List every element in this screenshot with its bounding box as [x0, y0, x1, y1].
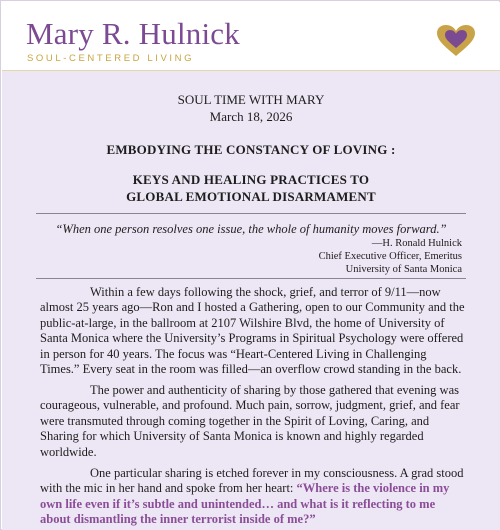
- quote-org: University of Santa Monica: [345, 264, 462, 275]
- quote-attribution: [319, 237, 462, 276]
- brand-name[interactable]: Mary R. Hulnick: [26, 16, 240, 51]
- series-title: SOUL TIME WITH MARY: [177, 92, 325, 107]
- top-divider: [36, 213, 466, 214]
- dateline: [2, 91, 500, 125]
- article-title: EMBODYING THE CONSTANCY OF LOVING :: [106, 142, 396, 157]
- bottom-divider: [36, 278, 466, 279]
- article-body: [2, 71, 500, 530]
- paragraph-1: Within a few days following the shock, grief, and terror of 9/11—now almost 25 years ago—Ron and I hosted a Gathering, open to our Community and the public-at-large, in the ballroom at 2107 Wilshire Blvd, the home of University of Santa Monica where the University’s Programs in Spiritual Psychology were offered in person for 40 years. The focus was “Heart-Centered Living in Challenging Times.” Every seat in the room was filled—an overflow crowd standing in the back.: [40, 285, 465, 377]
- subtitle-line-2: GLOBAL EMOTIONAL DISARMAMENT: [126, 189, 376, 204]
- article-date: March 18, 2026: [209, 109, 293, 124]
- heart-logo-icon[interactable]: [436, 24, 476, 58]
- quote-role: Chief Executive Officer, Emeritus: [318, 251, 462, 262]
- paragraph-3: [40, 466, 466, 528]
- highlighted-quote: “Where is the violence in my own life even if it’s subtle and unintended… and what is it reflecting to me about dismantling the inner terrorist inside of me?”: [40, 481, 450, 527]
- paragraph-2: The power and authenticity of sharing by those gathered that evening was courageous, vulnerable, and profound. Much pain, sorrow, judgment, grief, and fear were transmuted through coming together in the Spirit of Loving, Caring, and Sharing for which University of Santa Monica is known and highly regarded worldwide.: [40, 383, 460, 459]
- brand-tagline: SOUL-CENTERED LIVING: [27, 53, 195, 64]
- pull-quote: “When one person resolves one issue, the whole of humanity moves forward.”: [55, 222, 447, 236]
- article-subtitle: [2, 171, 500, 205]
- paragraph-3-lead: One particular sharing is etched forever in my consciousness. A grad stood with the mic in her hand and spoke from her heart:: [40, 466, 464, 496]
- subtitle-line-1: KEYS AND HEALING PRACTICES TO: [132, 172, 370, 187]
- newsletter-header: [2, 2, 500, 71]
- quote-author: —H. Ronald Hulnick: [371, 238, 462, 249]
